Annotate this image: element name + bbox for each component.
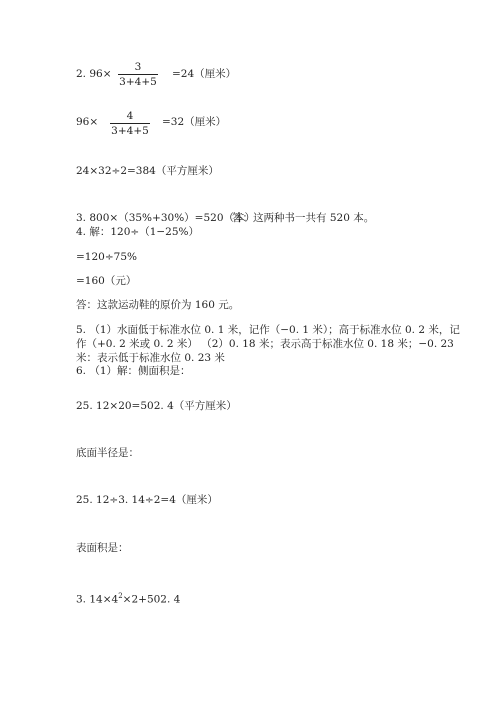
fraction-denominator: 3+4+5 (111, 125, 149, 137)
q2-line2-fraction (110, 110, 150, 137)
fraction-bar (118, 74, 158, 75)
q4-line2: =120÷75% (76, 251, 137, 263)
q6-surface-calc (76, 589, 180, 607)
q4-line3: =160（元） (76, 275, 137, 287)
q5-line2: 作（+0. 2 米或 0. 2 米） （2）0. 18 米；表示高于标准水位 0. 18 米；−0. 23 (76, 338, 454, 350)
q2-line1-result: =24（厘米） (172, 68, 237, 80)
q6-surface-calc-sup: 2 (118, 592, 123, 600)
q3-calc: 3. 800×（35%+30%）=520（本） (76, 212, 256, 224)
q6-surface-calc-a: 3. 14×4 (76, 593, 119, 606)
q6-line1: 6. （1）解：侧面积是： (76, 365, 191, 377)
q2-line2-result: =32（厘米） (162, 116, 227, 128)
q4-line1: 4. 解：120÷（1−25%） (76, 226, 200, 238)
fraction-numerator: 3 (134, 61, 142, 73)
q5-line1: 5. （1）水面低于标准水位 0. 1 米，记作（−0. 1 米）；高于标准水位 0. 2 米，记 (76, 324, 460, 336)
q3-answer: 答：这两种书一共有 520 本。 (232, 212, 375, 224)
q6-surface-calc-b: ×2+502. 4 (122, 593, 181, 606)
q2-area-calc: 24×32÷2=384（平方厘米） (76, 165, 219, 177)
q6-radius-label: 底面半径是： (76, 447, 139, 459)
q6-radius-calc: 25. 12÷3. 14÷2=4（厘米） (76, 494, 218, 506)
fraction-numerator: 4 (126, 110, 134, 122)
q4-answer: 答：这款运动鞋的原价为 160 元。 (76, 299, 240, 311)
q5-line3: 米：表示低于标准水位 0. 23 米 (76, 352, 225, 364)
q6-lateral-area: 25. 12×20=502. 4（平方厘米） (76, 400, 237, 412)
q2-line1-fraction (118, 61, 158, 88)
fraction-bar (110, 123, 150, 124)
fraction-denominator: 3+4+5 (119, 76, 157, 88)
q2-line1-prefix: 2. 96× (76, 68, 112, 80)
q6-surface-label: 表面积是： (76, 542, 129, 554)
q2-line2-prefix: 96× (76, 116, 99, 128)
